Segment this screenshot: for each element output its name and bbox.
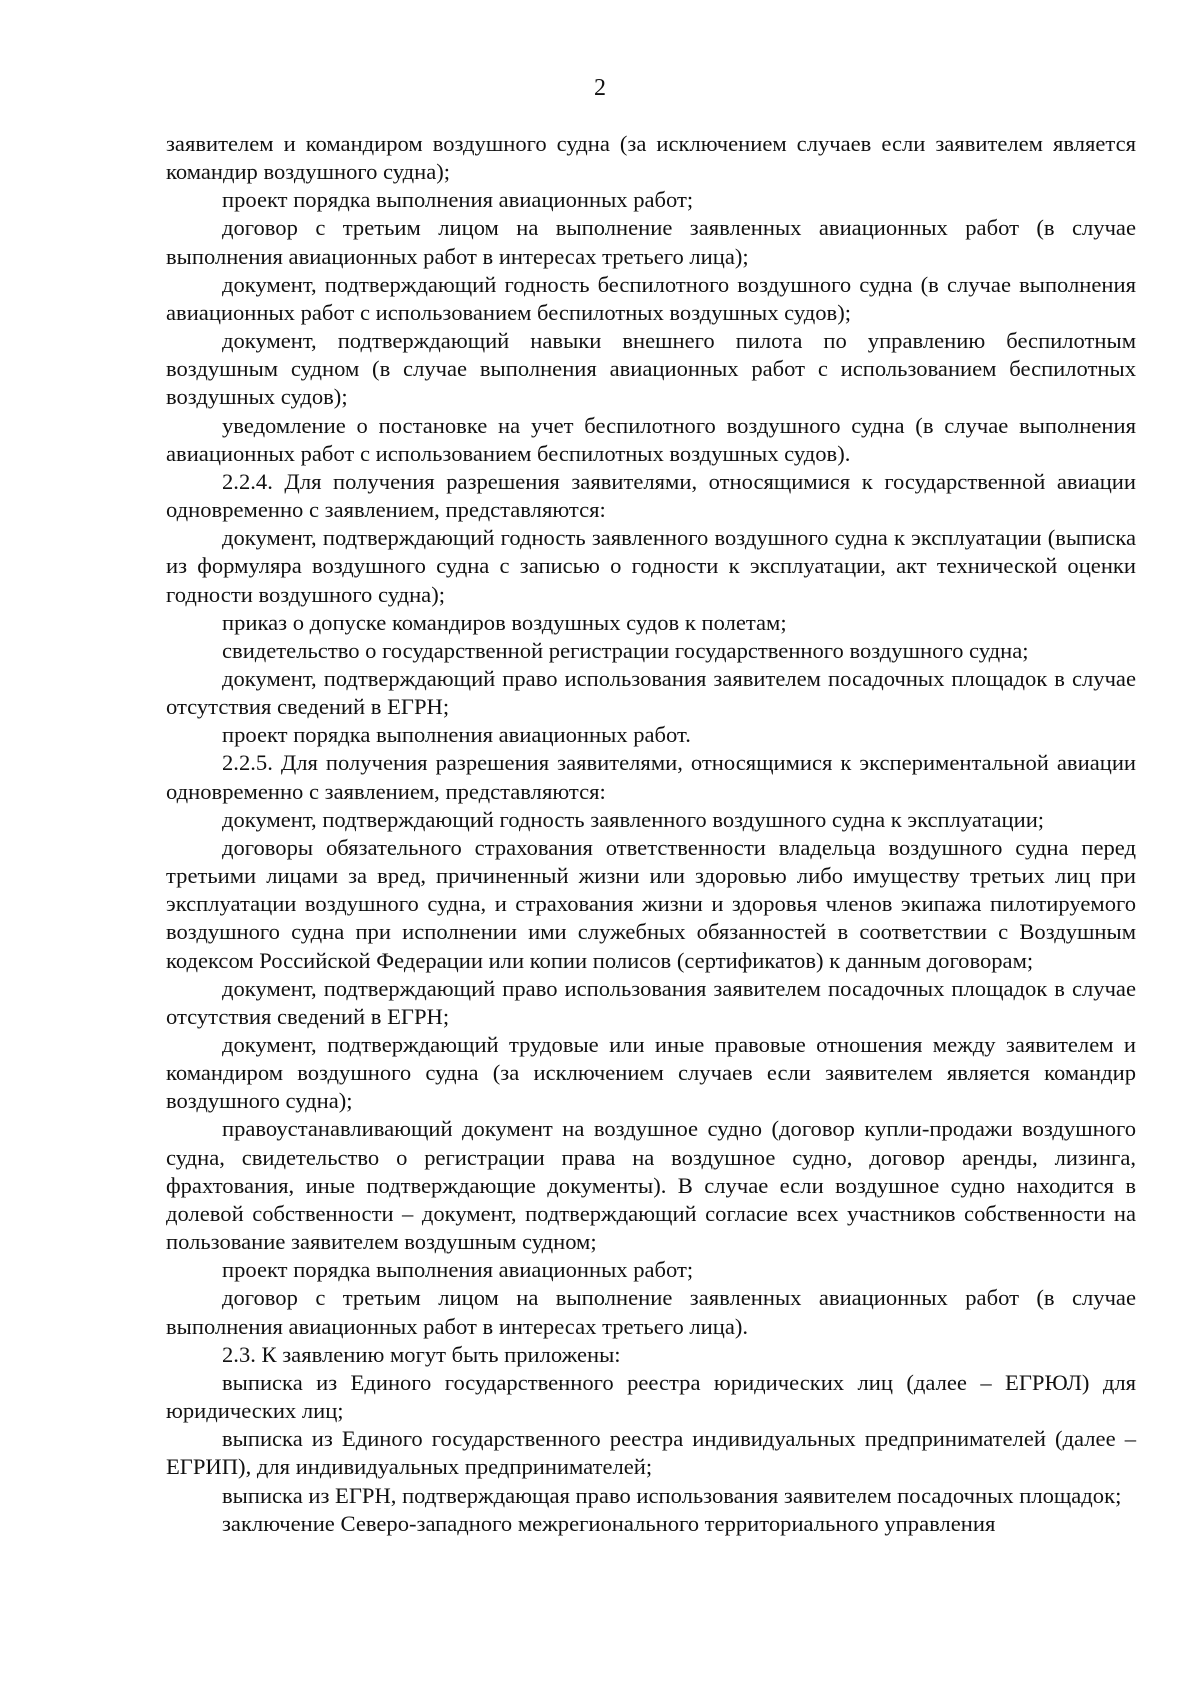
paragraph: документ, подтверждающий право использования заявителем посадочных площадок в случае отсутствия сведений в ЕГРН; bbox=[166, 975, 1136, 1029]
paragraph: документ, подтверждающий трудовые или иные правовые отношения между заявителем и командиром воздушного судна (за исключением случаев если заявителем является командир воздушного судна); bbox=[166, 1032, 1136, 1114]
paragraph: документ, подтверждающий право использования заявителем посадочных площадок в случае отсутствия сведений в ЕГРН; bbox=[166, 665, 1136, 720]
paragraph: уведомление о постановке на учет беспилотного воздушного судна (в случае выполнения авиационных работ с использованием беспилотных воздушных судов). bbox=[166, 412, 1136, 466]
paragraph: правоустанавливающий документ на воздушное судно (договор купли-продажи воздушного судна, свидетельство о регистрации права на воздушное судно, договор аренды, лизинга, фрахтования, иные подтверждающие документы). В случае если воздушное судно находится в долевой собственности – документ, подтверждающий согласие всех участников собственности на пользование заявителем воздушным судном; bbox=[166, 1116, 1136, 1255]
paragraph: заявителем и командиром воздушного судна (за исключением случаев если заявителем является командир воздушного судна); bbox=[166, 131, 1136, 185]
paragraph: документ, подтверждающий годность заявленного воздушного судна к эксплуатации (выписка из формуляра воздушного судна с записью о годности к эксплуатации, акт технической оценки годности воздушного судна); bbox=[166, 525, 1136, 607]
paragraph: документ, подтверждающий годность заявленного воздушного судна к эксплуатации; bbox=[222, 806, 1045, 832]
paragraph: договор с третьим лицом на выполнение заявленных авиационных работ (в случае выполнения авиационных работ в интересах третьего лица). bbox=[166, 1285, 1136, 1339]
document-body bbox=[166, 130, 1136, 1538]
paragraph: договор с третьим лицом на выполнение заявленных авиационных работ (в случае выполнения авиационных работ в интересах третьего лица); bbox=[166, 215, 1136, 269]
paragraph: проект порядка выполнения авиационных работ; bbox=[222, 1257, 694, 1283]
section-2-2-4-paragraph: 2.2.4. Для получения разрешения заявителями, относящимися к государственной авиации одновременно с заявлением, представляются: bbox=[166, 468, 1136, 523]
paragraph: договоры обязательного страхования ответственности владельца воздушного судна перед третьими лицами за вред, причиненный жизни или здоровью либо имуществу третьих лиц при эксплуатации воздушного судна, и страхования жизни и здоровья членов экипажа пилотируемого воздушного судна при исполнении ими служебных обязанностей в соответствии с Воздушным кодексом Российской Федерации или копии полисов (сертификатов) к данным договорам; bbox=[166, 834, 1136, 973]
section-2-2-5-paragraph: 2.2.5. Для получения разрешения заявителями, относящимися к экспериментальной авиации одновременно с заявлением, представляются: bbox=[166, 750, 1136, 804]
paragraph: проект порядка выполнения авиационных работ. bbox=[222, 722, 691, 748]
paragraph: приказ о допуске командиров воздушных судов к полетам; bbox=[222, 609, 787, 635]
paragraph: выписка из Единого государственного реестра юридических лиц (далее – ЕГРЮЛ) для юридических лиц; bbox=[166, 1369, 1136, 1424]
paragraph: свидетельство о государственной регистрации государственного воздушного судна; bbox=[222, 637, 1029, 663]
paragraph: документ, подтверждающий навыки внешнего пилота по управлению беспилотным воздушным судном (в случае выполнения авиационных работ с использованием беспилотных воздушных судов); bbox=[166, 328, 1136, 410]
section-2-3-paragraph: 2.3. К заявлению могут быть приложены: bbox=[222, 1341, 621, 1367]
paragraph: проект порядка выполнения авиационных работ; bbox=[222, 187, 694, 213]
paragraph: выписка из Единого государственного реестра индивидуальных предпринимателей (далее – ЕГРИП), для индивидуальных предпринимателей; bbox=[166, 1426, 1136, 1480]
paragraph: документ, подтверждающий годность беспилотного воздушного судна (в случае выполнения авиационных работ с использованием беспилотных воздушных судов); bbox=[166, 271, 1136, 325]
paragraph: выписка из ЕГРН, подтверждающая право использования заявителем посадочных площадок; bbox=[222, 1482, 1122, 1508]
paragraph: заключение Северо-западного межрегионального территориального управления bbox=[222, 1510, 996, 1536]
page-number: 2 bbox=[594, 75, 606, 101]
